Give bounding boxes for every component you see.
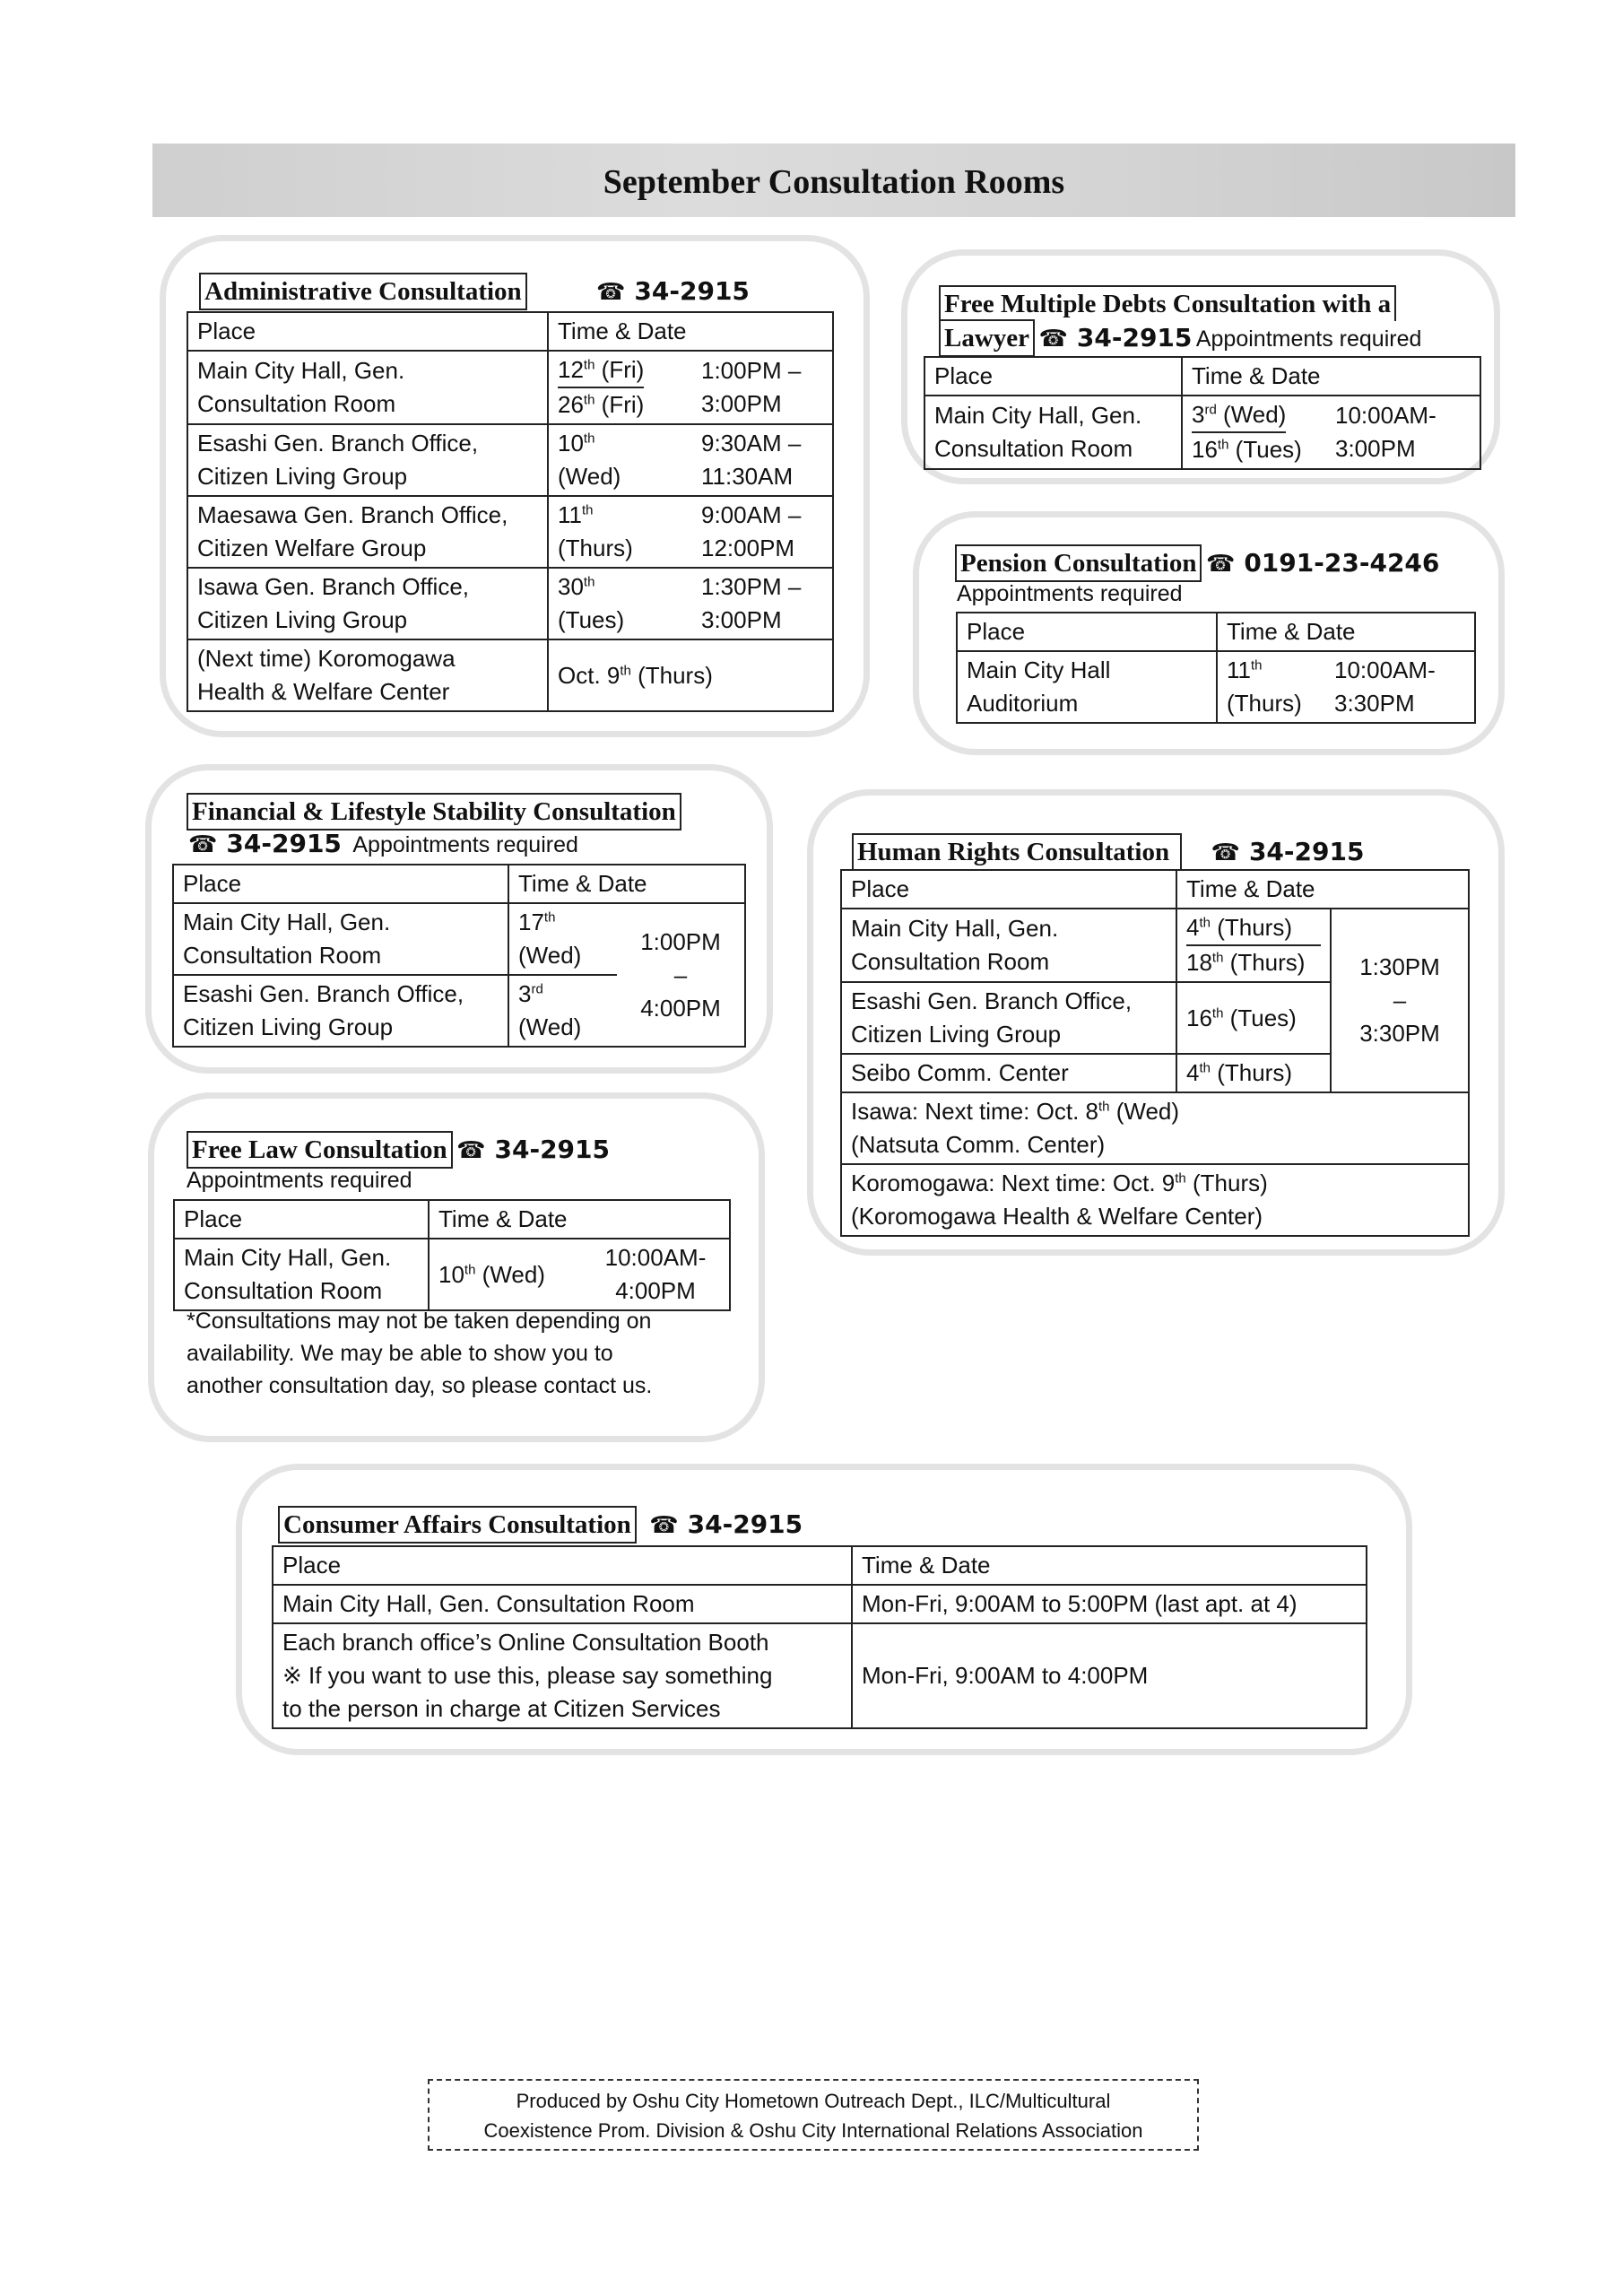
date-day: (Tues) [1228,436,1302,463]
time-line: 4:00PM [640,994,721,1022]
date-line [558,353,644,388]
time-line: 10:00AM- [1334,657,1436,683]
place-line: Consultation Room [183,942,382,969]
time-line: 1:30PM – [701,573,802,600]
place-cell [187,496,548,568]
date-suffix: th [620,662,631,678]
footer-line: Produced by Oshu City Hometown Outreach Dept., ILC/Multicultural [516,2090,1111,2112]
date-day: (Thurs) [1185,1170,1268,1196]
time-cell [692,424,833,496]
col-header-place: Place [957,613,1217,651]
place-line: Consultation Room [851,948,1050,975]
date-num: 18 [1186,949,1212,976]
place-cell [924,396,1182,469]
place-line: to the person in charge at Citizen Services [282,1695,721,1722]
place-line: ※ If you want to use this, please say something [282,1662,773,1689]
human-phone [1211,837,1365,866]
time-cell [692,351,833,424]
place-line: Isawa Gen. Branch Office, [197,573,469,600]
time-line: 1:30PM [1359,953,1440,980]
date-day: (Thurs) [1227,690,1302,717]
time-cell [692,496,833,568]
pension-heading-row [955,544,1439,582]
date-cell [1182,396,1326,469]
place-cell [173,903,508,975]
next-time-cell [841,1164,1469,1236]
date-cell [508,903,617,975]
place-line: Each branch office’s Online Consultation Booth [282,1629,769,1656]
financial-appt-note: Appointments required [352,832,578,857]
place-line: Auditorium [967,690,1079,717]
table-row [187,496,833,568]
place-cell [174,1239,429,1310]
time-line: 3:30PM [1359,1020,1440,1047]
table-header-row [187,312,833,351]
date-suffix: th [1199,915,1211,931]
time-cell [692,568,833,639]
time-line: 9:30AM – [701,430,802,457]
consumer-heading: Consumer Affairs Consultation [278,1506,637,1544]
time-cell [617,903,745,1047]
place-line: Main City Hall [967,657,1111,683]
place-line: Esashi Gen. Branch Office, [183,980,464,1007]
date-suffix: rd [1204,402,1217,418]
footnote-line: *Consultations may not be taken depending on [187,1309,652,1334]
date-line [1227,654,1316,687]
date-cell [548,568,692,639]
debts-appt-note: Appointments required [1195,326,1422,352]
table-row [187,351,833,424]
date-day: (Thurs) [1223,949,1306,976]
date-cell [429,1239,582,1310]
date-num: 10 [558,430,584,457]
place-line: Consultation Room [197,390,396,417]
next-time-line [851,1167,1459,1200]
consumer-phone [649,1509,803,1539]
date-suffix: th [583,357,595,373]
footnote-line: another consultation day, so please contact us. [187,1373,653,1398]
table-row [841,1164,1469,1236]
time-line: 3:00PM [701,606,782,633]
admin-phone [596,276,750,306]
place-line: Consultation Room [184,1277,383,1304]
col-header-time: Time & Date [1182,357,1480,396]
date-day: (Wed) [518,942,582,969]
date-num: 3 [1192,401,1205,428]
time-line: 3:30PM [1334,690,1415,717]
col-header-time: Time & Date [1176,870,1469,909]
human-heading-row [852,833,1364,871]
financial-sub-row [188,829,578,858]
time-cell [1331,909,1469,1092]
date-suffix: th [464,1261,476,1277]
debts-table [924,356,1481,470]
col-header-place: Place [173,865,508,903]
date-line [1192,433,1317,466]
place-cell [273,1623,852,1728]
date-suffix: th [583,392,595,408]
col-header-place: Place [187,312,548,351]
time-cell: Mon-Fri, 9:00AM to 4:00PM [852,1623,1367,1728]
date-day: (Thurs) [558,535,633,561]
table-header-row [957,613,1475,651]
date-num: 4 [1186,1059,1200,1086]
place-cell [841,909,1176,982]
table-header-row [841,870,1469,909]
time-line: 4:00PM [615,1277,696,1304]
date-day: (Tues) [558,606,625,633]
date-cell [1176,909,1331,982]
table-row [841,1092,1469,1164]
time-dash: – [673,961,688,988]
table-row [187,639,833,711]
col-header-time: Time & Date [1217,613,1475,651]
col-header-place: Place [273,1546,852,1585]
date-num: 3 [518,980,532,1007]
table-row [173,903,745,975]
table-row [924,396,1480,469]
law-heading-row [187,1131,610,1169]
table-row [187,568,833,639]
date-line [518,906,608,939]
place-line: Maesawa Gen. Branch Office, [197,501,508,528]
human-phone-number: 34-2915 [1248,837,1365,866]
table-row [273,1623,1367,1728]
next-time-cell [841,1092,1469,1164]
date-line [558,499,683,532]
debts-heading-line2: Lawyer [939,319,1035,357]
date-suffix: th [583,430,595,447]
pension-appt-note: Appointments required [957,581,1183,606]
time-cell [1325,651,1475,723]
next-time-line: (Koromogawa Health & Welfare Center) [851,1203,1263,1230]
time-line: 12:00PM [701,535,795,561]
col-header-place: Place [924,357,1182,396]
time-line: 3:00PM [1335,435,1416,462]
col-header-time: Time & Date [508,865,745,903]
date-cell [548,351,692,424]
place-cell [187,639,548,711]
col-header-place: Place [174,1200,429,1239]
financial-heading-row [187,793,681,831]
date-suffix: th [1251,657,1263,674]
place-line: Citizen Living Group [183,1013,394,1040]
next-time-text: Isawa: Next time: Oct. 8 [851,1098,1098,1125]
table-header-row [273,1546,1367,1585]
phone-icon: ☎ [188,831,218,858]
place-line: Citizen Living Group [197,606,408,633]
place-cell [187,568,548,639]
date-line [1192,398,1286,433]
date-num: 4 [1186,914,1200,941]
place-line: Esashi Gen. Branch Office, [851,987,1133,1014]
admin-heading-row [199,273,527,310]
place-line: Main City Hall, Gen. [184,1244,392,1271]
date-line [1186,911,1321,946]
law-footnote [187,1305,652,1402]
law-phone [456,1135,610,1164]
date-line [558,570,683,604]
col-header-time: Time & Date [852,1546,1367,1585]
place-cell [957,651,1217,723]
date-num: Oct. 9 [558,661,621,689]
date-suffix: th [1211,950,1224,966]
date-day: (Wed) [475,1260,545,1288]
place-cell: Main City Hall, Gen. Consultation Room [273,1585,852,1623]
date-day: (Wed) [1216,401,1287,428]
admin-heading: Administrative Consultation [199,273,527,310]
table-header-row [173,865,745,903]
financial-table [172,864,746,1048]
table-row [841,909,1469,982]
date-num: 16 [1192,436,1218,463]
law-appt-note: Appointments required [187,1168,412,1193]
date-line [518,978,608,1011]
place-cell [173,975,508,1047]
time-dash: – [1393,987,1407,1013]
time-line: 9:00AM – [701,501,802,528]
date-suffix: th [1217,437,1229,453]
consumer-phone-number: 34-2915 [687,1509,803,1539]
time-line: 1:00PM [640,927,721,955]
date-suffix: th [1199,1060,1211,1076]
debts-phone-number: 34-2915 [1076,323,1193,352]
time-cell: Mon-Fri, 9:00AM to 5:00PM (last apt. at 4) [852,1585,1367,1623]
pension-heading: Pension Consultation [955,544,1202,582]
place-line: Citizen Living Group [851,1021,1062,1048]
time-line: 10:00AM- [604,1244,707,1271]
phone-icon: ☎ [456,1137,486,1164]
place-line: (Next time) Koromogawa [197,645,456,672]
time-line: 10:00AM- [1335,402,1436,429]
date-suffix: th [582,502,594,518]
table-header-row [174,1200,730,1239]
table-row [174,1239,730,1310]
place-cell [187,424,548,496]
law-heading: Free Law Consultation [187,1131,453,1169]
date-num: 10 [438,1260,464,1288]
next-time-line: (Natsuta Comm. Center) [851,1131,1106,1158]
time-cell [582,1239,730,1310]
date-day: (Thurs) [1210,914,1292,941]
place-line: Consultation Room [934,435,1133,462]
date-suffix: rd [531,981,543,997]
time-line: 11:30AM [701,463,794,490]
date-day: (Fri) [595,356,645,383]
debts-heading-row [939,285,1441,357]
date-day: (Tues) [1223,1004,1297,1031]
law-phone-number: 34-2915 [494,1135,610,1164]
place-line: Citizen Living Group [197,463,408,490]
page-title-banner [152,144,1515,217]
place-cell [187,351,548,424]
date-num: 11 [1227,657,1251,683]
human-table [840,869,1470,1237]
place-line: Main City Hall, Gen. [197,357,405,384]
phone-icon: ☎ [649,1512,679,1539]
table-row [957,651,1475,723]
date-line [558,388,683,422]
date-cell [1176,982,1331,1054]
place-line: Main City Hall, Gen. [851,915,1059,942]
date-line [1186,946,1321,979]
date-day: (Thurs) [1210,1059,1292,1086]
financial-heading: Financial & Lifestyle Stability Consultation [187,793,681,831]
date-num: 16 [1186,1004,1212,1031]
credits-footer [428,2079,1199,2151]
pension-phone-number: 0191-23-4246 [1244,548,1440,578]
time-cell [1326,396,1480,469]
phone-icon: ☎ [1211,839,1240,866]
law-table [173,1199,731,1311]
date-cell [508,975,617,1047]
place-line: Main City Hall, Gen. [183,909,391,935]
date-line [558,427,683,460]
place-line: Main City Hall, Gen. [934,402,1142,429]
consumer-heading-row [278,1506,803,1544]
date-num: 26 [558,391,584,418]
place-line: Health & Welfare Center [197,678,450,705]
col-header-time: Time & Date [548,312,833,351]
time-line: 1:00PM – [701,357,802,384]
table-row [187,424,833,496]
date-num: 11 [558,501,582,528]
col-header-place: Place [841,870,1176,909]
date-suffix: th [583,574,595,590]
date-cell [1217,651,1325,723]
date-num: 17 [518,909,544,935]
phone-icon: ☎ [1205,551,1236,578]
debts-heading-line1: Free Multiple Debts Consultation with a [939,285,1396,321]
financial-phone [188,829,342,858]
consumer-table [272,1545,1367,1729]
date-suffix: th [1098,1099,1110,1115]
phone-icon: ☎ [596,279,626,306]
date-suffix: th [543,909,556,926]
date-suffix: th [1175,1170,1186,1187]
date-cell [548,496,692,568]
debts-phone [1038,323,1192,352]
date-day: (Wed) [518,1013,582,1040]
pension-phone [1206,548,1439,578]
table-row [273,1585,1367,1623]
admin-phone-number: 34-2915 [634,276,750,306]
date-day: (Wed) [1109,1098,1180,1125]
col-header-time: Time & Date [429,1200,730,1239]
financial-phone-number: 34-2915 [226,829,342,858]
date-num: 30 [558,573,584,600]
date-cell [548,424,692,496]
admin-table [187,311,834,712]
date-suffix: th [1211,1004,1224,1021]
page-title: September Consultation Rooms [603,163,1065,201]
human-heading: Human Rights Consultation [852,833,1182,871]
date-day: (Fri) [595,391,645,418]
date-cell [548,639,833,711]
place-cell [841,982,1176,1054]
time-line: 3:00PM [701,390,782,417]
date-day: (Thurs) [630,661,713,689]
next-time-text: Koromogawa: Next time: Oct. 9 [851,1170,1176,1196]
phone-icon: ☎ [1038,326,1068,352]
date-day: (Wed) [558,463,621,490]
date-cell [1176,1054,1331,1092]
footnote-line: availability. We may be able to show you to [187,1341,613,1366]
next-time-line [851,1095,1459,1128]
table-header-row [924,357,1480,396]
place-cell: Seibo Comm. Center [841,1054,1176,1092]
place-line: Esashi Gen. Branch Office, [197,430,479,457]
date-num: 12 [558,356,584,383]
footer-line: Coexistence Prom. Division & Oshu City International Relations Association [483,2119,1143,2142]
place-line: Citizen Welfare Group [197,535,427,561]
pension-table [956,612,1476,724]
